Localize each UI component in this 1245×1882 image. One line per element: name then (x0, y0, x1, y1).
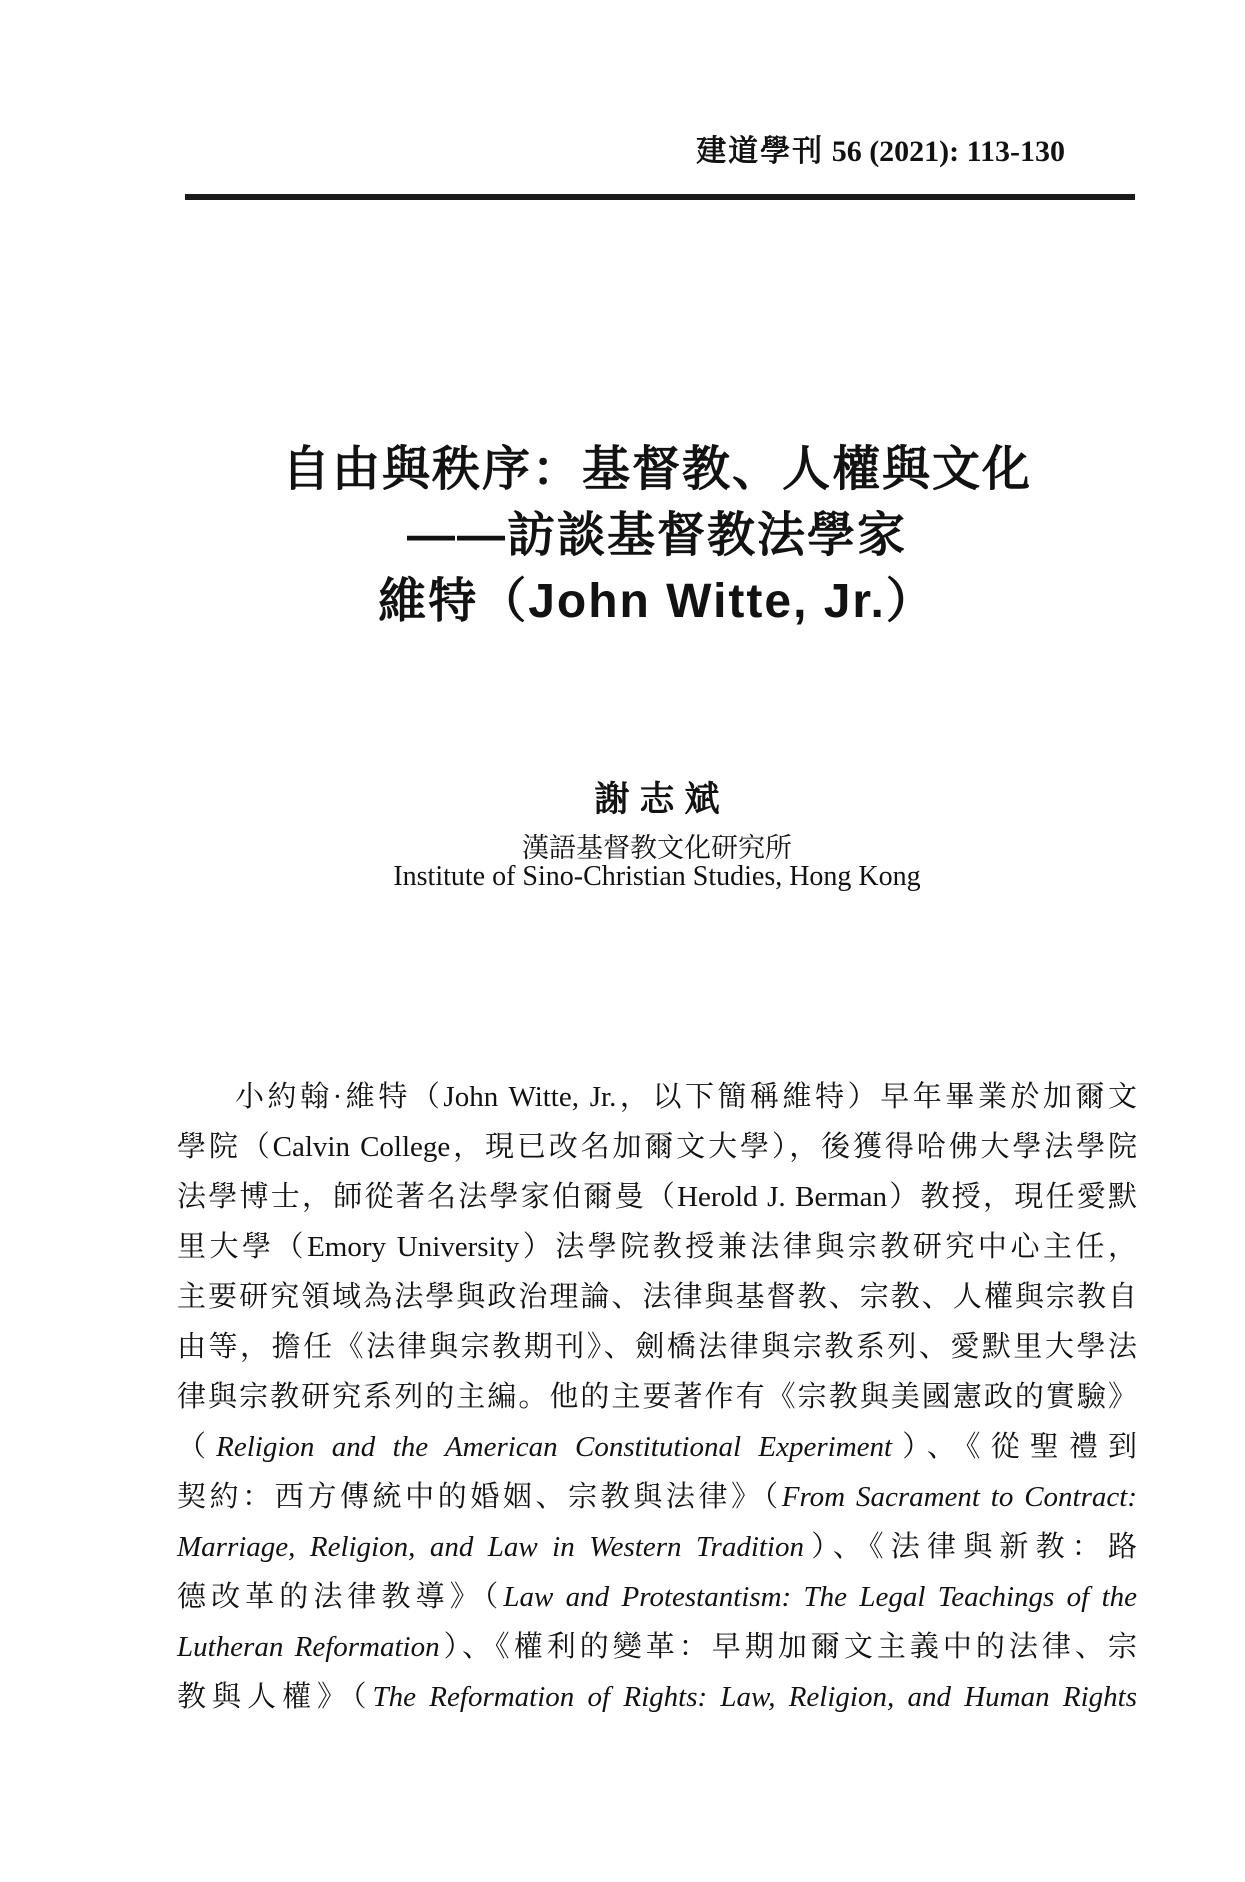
body-text-run: 契約：西方傳統中的婚姻、宗教與法律》（ (177, 1481, 782, 1513)
body-text-run: 法學博士，師從著名法學家伯爾曼（Herold J. Berman）教授，現任愛默 (177, 1181, 1137, 1213)
book-title-english: Law and Protestantism: The Legal Teachings of the (503, 1581, 1137, 1613)
title-line-1: 自由與秩序：基督教、人權與文化 (281, 443, 1032, 496)
body-text-run: 小約翰·維特（John Witte, Jr.，以下簡稱維特）早年畢業於加爾文 (235, 1081, 1137, 1113)
body-line (177, 1122, 1137, 1172)
affiliation-chinese: 漢語基督教文化研究所 (522, 833, 792, 863)
body-line (177, 1222, 1137, 1272)
header-rule (185, 194, 1135, 200)
body-line (177, 1322, 1137, 1372)
book-title-english: The Reformation of Rights: Law, Religion, and Human Rights (372, 1681, 1137, 1713)
body-text-run: 律與宗教研究系列的主編。他的主要著作有《宗教與美國憲政的實驗》 (177, 1381, 1137, 1413)
affiliation-english: Institute of Sino-Christian Studies, Hong Kong (393, 861, 921, 892)
body-text-run: 由等，擔任《法律與宗教期刊》、劍橋法律與宗教系列、愛默里大學法 (177, 1331, 1137, 1363)
body-line (177, 1372, 1137, 1422)
body-line (177, 1072, 1137, 1122)
book-title-english: From Sacrament to Contract: (781, 1481, 1137, 1513)
author-name: 謝志斌 (594, 780, 730, 819)
body-text-run: ）、《從聖禮到 (892, 1431, 1137, 1463)
title-line-2: ——訪談基督教法學家 (406, 509, 907, 562)
body-text-run: ）、《法律與新教：路 (804, 1531, 1137, 1563)
body-paragraph (177, 1072, 1137, 1722)
running-head (177, 126, 1065, 170)
body-line (177, 1172, 1137, 1222)
body-text-run: 教與人權》（ (177, 1681, 373, 1713)
body-text-run: 主要研究領域為法學與政治理論、法律與基督教、宗教、人權與宗教自 (177, 1281, 1137, 1313)
title-line-3: 維特（John Witte, Jr.） (378, 575, 936, 628)
body-text-run: ）、《權利的變革：早期加爾文主義中的法律、宗 (439, 1631, 1137, 1663)
journal-issue-pages: 56 (2021): 113-130 (831, 135, 1065, 168)
body-line (177, 1472, 1137, 1522)
body-text-run: 里大學（Emory University）法學院教授兼法律與宗教研究中心主任， (177, 1231, 1137, 1263)
body-line (177, 1672, 1137, 1722)
body-text-run: 德改革的法律教導》（ (177, 1581, 504, 1613)
book-title-english: Religion and the American Constitutional Experiment (216, 1431, 893, 1463)
body-text-run: 學院（Calvin College，現已改名加爾文大學），後獲得哈佛大學法學院 (177, 1131, 1137, 1163)
book-title-english: Lutheran Reformation (177, 1631, 440, 1663)
body-line (177, 1422, 1137, 1472)
body-line (177, 1272, 1137, 1322)
body-text-run: （ (177, 1431, 217, 1463)
body-line (177, 1572, 1137, 1622)
journal-name: 建道學刊 (696, 135, 825, 168)
body-line (177, 1522, 1137, 1572)
article-title (177, 437, 1137, 635)
book-title-english: Marriage, Religion, and Law in Western Tradition (177, 1531, 804, 1563)
body-line (177, 1622, 1137, 1672)
